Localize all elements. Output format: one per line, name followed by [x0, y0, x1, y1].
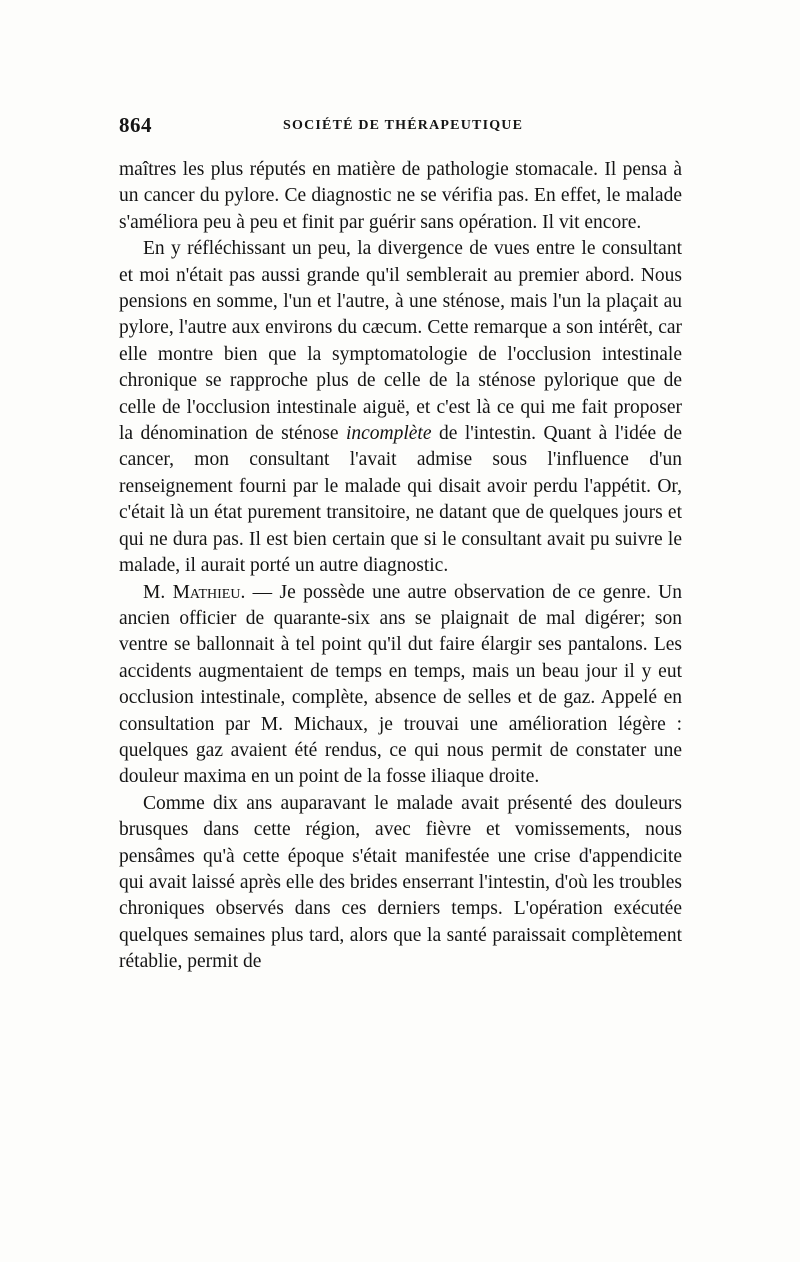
paragraph-continuation: maîtres les plus réputés en matière de pathologie stomacale. Il pensa à un cancer du pylore. Ce diagnostic ne se vérifia pas. En effet, le malade s'améliora peu à peu et finit par guérir sans opération. Il vit encore.: [119, 159, 682, 233]
paragraph-text-before-emphasis: En y réfléchissant un peu, la divergence de vues entre le consultant et moi n'était pas aussi grande qu'il semblerait au premier abord. Nous pensions en somme, l'un et l'autre, à une sténose, mais l'un la plaçait au pylore, l'autre aux environs du cæcum. Cette remarque a son intérêt, car elle montre bien que la symptomatologie de l'occlusion intestinale chronique se rapproche plus de celle de la sténose pylorique que de celle de l'occlusion intestinale aiguë, et c'est là ce qui me fait proposer la dénomination de sténose: [119, 238, 682, 445]
speaker-name: Mathieu: [172, 581, 241, 603]
emphasized-term: incomplète: [345, 423, 432, 445]
paragraph-mathieu: [119, 580, 682, 791]
paragraph-appendicite: Comme dix ans auparavant le malade avait présenté des douleurs brusques dans cette région, avec fièvre et vomissements, nous pensâmes qu'à cette époque s'était manifestée une crise d'appendicite qui avait laissé après elle des brides enserrant l'intestin, d'où les troubles chroniques observés dans ces derniers temps. L'opération exécutée quelques semaines plus tard, alors que la santé paraissait complètement rétablie, permit de: [119, 792, 682, 973]
paragraph-text: . — Je possède une autre observation de ce genre. Un ancien officier de quarante-six ans se plaignait de mal digérer; son ventre se ballonnait à tel point qu'il dut faire élargir ses pantalons. Les accidents augmentaient de temps en temps, mais un beau jour il y eut occlusion intestinale, complète, absence de selles et de gaz. Appelé en consultation par M. Michaux, je trouvai une amélioration légère : quelques gaz avaient été rendus, ce qui nous permit de constater une douleur maxima en un point de la fosse iliaque droite.: [119, 581, 683, 788]
body-text: [119, 157, 682, 976]
speaker-prefix: M.: [143, 581, 173, 603]
running-head: [119, 113, 681, 141]
running-title: SOCIÉTÉ DE THÉRAPEUTIQUE: [283, 118, 524, 133]
paragraph-text-after-emphasis: de l'intestin. Quant à l'idée de cancer, mon consultant l'avait admise sous l'influence d'un renseignement fourni par le malade qui disait avoir perdu l'appétit. Or, c'était là un état purement transitoire, ne datant que de quelques jours et qui ne dura pas. Il est bien certain que si le consultant avait pu suivre le malade, il aurait porté un autre diagnostic.: [119, 423, 683, 577]
page-number: 864: [119, 113, 152, 137]
paragraph-divergence: [119, 236, 682, 579]
